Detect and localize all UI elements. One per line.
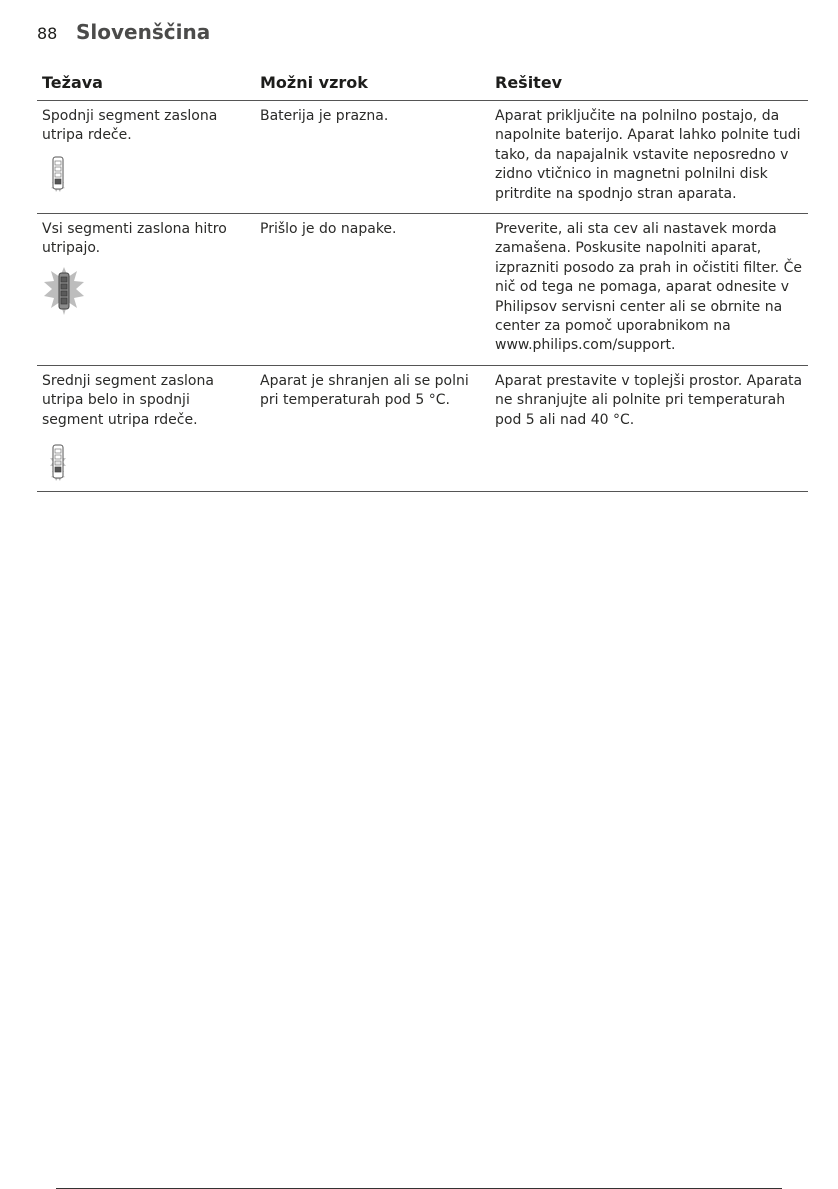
cause-cell: Baterija je prazna.: [255, 101, 490, 214]
battery-middle-white-bottom-red-icon: [46, 442, 70, 482]
cause-cell: Aparat je shranjen ali se polni pri temperaturah pod 5 °C.: [255, 365, 490, 491]
page-number: 88: [37, 24, 58, 43]
battery-bottom-segment-red-icon: [46, 154, 70, 192]
problem-text: Vsi segmenti zaslona hitro utripajo.: [42, 221, 227, 257]
column-header-problem: Težava: [37, 70, 255, 101]
solution-cell: Preverite, ali sta cev ali nastavek morda zamašena. Poskusite napolniti aparat, izprazniti posodo za prah in očistiti filter. Če nič od tega ne pomaga, aparat odnesite v Philipsov servisni center ali se obrnite na center za pomoč uporabnikom na www.philips.com/support.: [490, 214, 808, 366]
problem-cell: [37, 365, 255, 491]
column-header-solution: Rešitev: [490, 70, 808, 101]
solution-cell: Aparat prestavite v toplejši prostor. Aparata ne shranjujte ali polnite pri temperaturah pod 5 ali nad 40 °C.: [490, 365, 808, 491]
troubleshooting-table: [37, 70, 808, 492]
page-header: [37, 20, 210, 44]
problem-cell: [37, 214, 255, 366]
table-row: [37, 101, 808, 214]
table-row: [37, 214, 808, 366]
column-header-cause: Možni vzrok: [255, 70, 490, 101]
cause-cell: Prišlo je do napake.: [255, 214, 490, 366]
table-row: [37, 365, 808, 491]
battery-all-segments-flashing-icon: [43, 267, 85, 315]
section-title: Slovenščina: [76, 20, 211, 44]
solution-cell: Aparat priključite na polnilno postajo, da napolnite baterijo. Aparat lahko polnite tudi tako, da napajalnik vstavite neposredno v zidno vtičnico in magnetni polnilni disk pritrdite na spodnjo stran aparata.: [490, 101, 808, 214]
problem-text: Spodnji segment zaslona utripa rdeče.: [42, 108, 218, 144]
problem-cell: [37, 101, 255, 214]
problem-text: Srednji segment zaslona utripa belo in spodnji segment utripa rdeče.: [42, 372, 214, 428]
table-header-row: [37, 70, 808, 101]
